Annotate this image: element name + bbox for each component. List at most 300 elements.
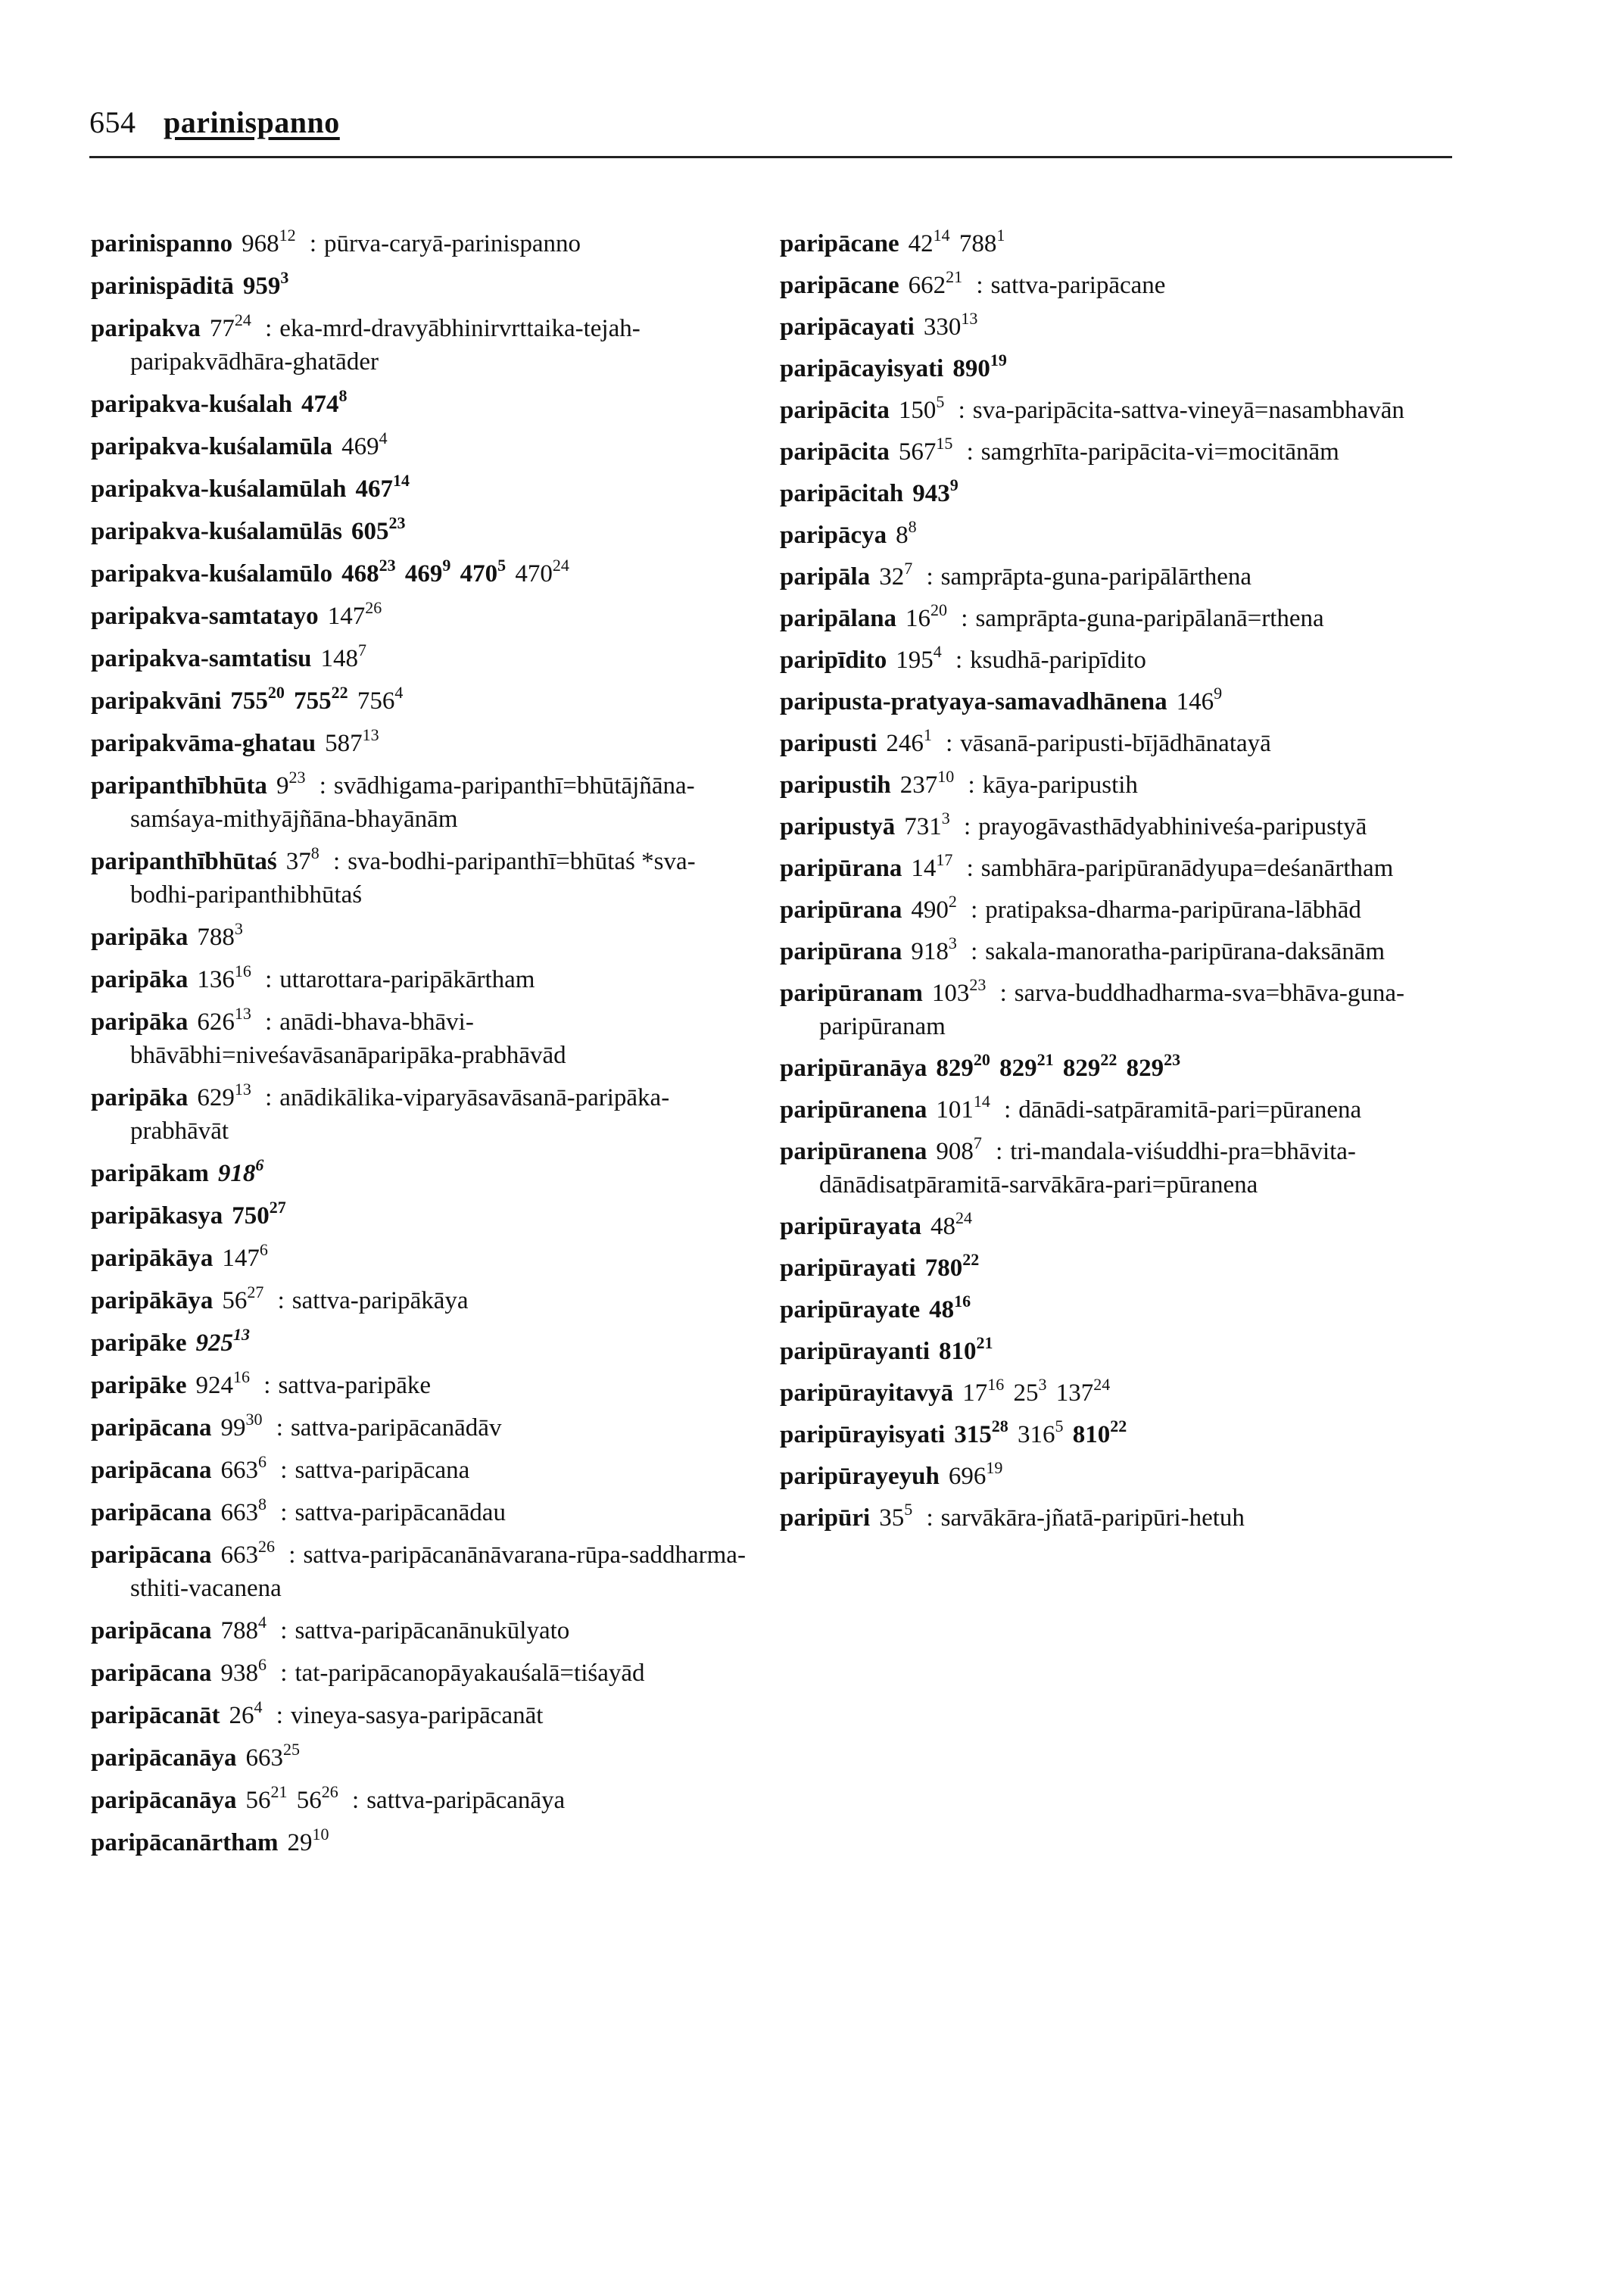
entry-reference: $316^5$ bbox=[1017, 1417, 1064, 1448]
reference-line: 13 bbox=[234, 1080, 251, 1099]
entry-reference: $195^4$ bbox=[896, 642, 942, 674]
reference-line: 6 bbox=[258, 1655, 267, 1674]
entry-reference: $246^1$ bbox=[886, 725, 932, 757]
index-entry bbox=[780, 1460, 1461, 1493]
entry-reference: $788^1$ bbox=[959, 226, 1005, 257]
reference-line: 26 bbox=[321, 1782, 338, 1801]
right-column bbox=[780, 227, 1461, 1535]
reference-line: 23 bbox=[1164, 1050, 1181, 1069]
reference-line: 24 bbox=[955, 1208, 973, 1227]
entry-separator: : bbox=[280, 1499, 288, 1526]
reference-line: 26 bbox=[258, 1537, 276, 1556]
index-entry bbox=[780, 1251, 1461, 1285]
entry-reference: $14^{17}$ bbox=[911, 850, 953, 882]
index-entry bbox=[780, 310, 1461, 344]
index-entry bbox=[91, 515, 757, 548]
entry-reference: $469^9$ bbox=[404, 556, 451, 588]
entry-reference: $146^9$ bbox=[1176, 684, 1223, 715]
entry-context: anādikālika-viparyāsavāsanā-paripāka-prabhāvāt bbox=[130, 1084, 670, 1145]
index-entry bbox=[91, 430, 757, 463]
reference-line: 17 bbox=[936, 850, 953, 869]
entry-headword: paripūri bbox=[780, 1504, 871, 1532]
entry-reference: $490^2$ bbox=[911, 892, 957, 924]
entry-reference: $696^{19}$ bbox=[948, 1458, 1003, 1490]
reference-line: 8 bbox=[908, 517, 917, 536]
entry-reference: $468^{23}$ bbox=[341, 556, 396, 588]
entry-headword: paripācayisyati bbox=[780, 355, 944, 382]
entry-headword: paripūrana bbox=[780, 896, 902, 924]
entry-headword: paripīdito bbox=[780, 647, 887, 674]
entry-context: sambhāra-paripūranādyupa=deśanārtham bbox=[980, 855, 1394, 882]
entry-context: samprāpta-guna-paripālanā=rthena bbox=[975, 605, 1324, 632]
entry-headword: paripācayati bbox=[780, 313, 915, 341]
entry-separator: : bbox=[926, 563, 934, 591]
entry-context: sattva-paripācanānāvarana-rūpa-saddharma-sthiti-vacanena bbox=[130, 1541, 746, 1602]
entry-reference: $148^7$ bbox=[320, 641, 367, 672]
reference-line: 28 bbox=[991, 1417, 1008, 1435]
reference-line: 9 bbox=[949, 475, 959, 494]
entry-reference: $829^{22}$ bbox=[1062, 1050, 1117, 1082]
index-entry bbox=[780, 852, 1461, 885]
entry-reference: $756^4$ bbox=[357, 683, 404, 715]
index-entry bbox=[780, 519, 1461, 552]
entry-headword: paripūranena bbox=[780, 1096, 927, 1124]
entry-context: sattva-paripācana bbox=[295, 1457, 470, 1484]
index-entry bbox=[91, 1826, 757, 1859]
reference-line: 23 bbox=[388, 513, 406, 532]
reference-line: 20 bbox=[973, 1050, 990, 1069]
index-entry bbox=[780, 394, 1461, 427]
entry-reference: $755^{20}$ bbox=[230, 683, 285, 715]
index-entry bbox=[91, 1699, 757, 1732]
index-entry bbox=[91, 642, 757, 675]
reference-line: 23 bbox=[379, 556, 396, 575]
index-entry bbox=[780, 269, 1461, 302]
reference-line: 7 bbox=[904, 559, 913, 578]
entry-headword: paripākam bbox=[91, 1160, 209, 1187]
index-entry bbox=[780, 810, 1461, 843]
entry-headword: paripācanāya bbox=[91, 1787, 237, 1814]
entry-context: uttarottara-paripākārtham bbox=[279, 966, 535, 993]
entry-headword: paripākasya bbox=[91, 1202, 223, 1230]
entry-headword: paripāke bbox=[91, 1372, 187, 1399]
index-entry bbox=[91, 769, 757, 836]
reference-line: 6 bbox=[259, 1240, 268, 1259]
entry-context: sattva-paripācanāya bbox=[366, 1787, 566, 1814]
entry-context: ksudhā-paripīdito bbox=[970, 647, 1146, 674]
reference-line: 20 bbox=[930, 600, 948, 619]
entry-separator: : bbox=[999, 980, 1007, 1007]
entry-context: sva-bodhi-paripanthī=bhūtaś *sva-bodhi-paripanthibhūtaś bbox=[130, 848, 696, 909]
index-entry bbox=[91, 727, 757, 760]
entry-headword: paripūrayisyati bbox=[780, 1421, 946, 1448]
entry-headword: paripūrana bbox=[780, 855, 902, 882]
entry-separator: : bbox=[926, 1504, 934, 1532]
entry-separator: : bbox=[352, 1787, 360, 1814]
index-entry bbox=[91, 684, 757, 718]
entry-reference: $567^{15}$ bbox=[898, 434, 953, 466]
entry-reference: $918^3$ bbox=[911, 933, 957, 965]
entry-reference: $25^3$ bbox=[1013, 1375, 1047, 1407]
entry-reference: $731^3$ bbox=[904, 809, 950, 840]
reference-line: 1 bbox=[996, 226, 1005, 245]
entry-headword: paripakva-kuśalamūla bbox=[91, 433, 333, 460]
entry-headword: paripācana bbox=[91, 1414, 212, 1442]
index-entry bbox=[780, 227, 1461, 260]
reference-line: 3 bbox=[948, 933, 957, 952]
entry-reference: $890^{19}$ bbox=[952, 351, 1007, 382]
entry-separator: : bbox=[1004, 1096, 1011, 1124]
reference-line: 13 bbox=[234, 1004, 251, 1023]
entry-separator: : bbox=[966, 855, 974, 882]
reference-line: 3 bbox=[280, 268, 289, 287]
index-entry bbox=[91, 1284, 757, 1317]
reference-line: 10 bbox=[312, 1825, 329, 1844]
entry-reference: $56^{21}$ bbox=[245, 1782, 288, 1814]
entry-reference: $48^{16}$ bbox=[929, 1292, 971, 1323]
entry-headword: paripācitah bbox=[780, 480, 904, 507]
entry-reference: $56^{26}$ bbox=[296, 1782, 338, 1814]
entry-reference: $150^5$ bbox=[898, 392, 945, 424]
entry-headword: paripakva-samtatayo bbox=[91, 603, 319, 630]
entry-reference: $470^{24}$ bbox=[515, 556, 569, 588]
entry-context: sarvākāra-jñatā-paripūri-hetuh bbox=[940, 1504, 1245, 1532]
entry-reference: $474^8$ bbox=[301, 386, 348, 418]
reference-line: 22 bbox=[1110, 1417, 1127, 1435]
index-entry bbox=[91, 1005, 757, 1072]
entry-reference: $16^{20}$ bbox=[906, 600, 948, 632]
index-entry bbox=[780, 935, 1461, 968]
entry-reference: $8^8$ bbox=[896, 517, 917, 549]
index-entry bbox=[91, 1369, 757, 1402]
entry-headword: paripācana bbox=[91, 1457, 212, 1484]
reference-line: 6 bbox=[258, 1452, 267, 1471]
entry-context: sattva-paripāke bbox=[278, 1372, 432, 1399]
entry-separator: : bbox=[976, 272, 983, 299]
index-entry bbox=[780, 1376, 1461, 1410]
reference-line: 4 bbox=[394, 683, 404, 702]
index-entry bbox=[91, 1411, 757, 1445]
entry-headword: paripācya bbox=[780, 522, 887, 549]
entry-reference: $48^{24}$ bbox=[930, 1208, 973, 1240]
index-entry bbox=[780, 768, 1461, 802]
entry-reference: $908^7$ bbox=[936, 1133, 982, 1165]
index-entry bbox=[91, 1326, 757, 1360]
entry-reference: $101^{14}$ bbox=[936, 1092, 990, 1124]
index-entry bbox=[91, 1199, 757, 1233]
index-entry bbox=[91, 1784, 757, 1817]
index-entry bbox=[780, 644, 1461, 677]
reference-line: 5 bbox=[936, 392, 945, 411]
reference-line: 8 bbox=[310, 843, 320, 862]
index-entry bbox=[91, 1454, 757, 1487]
entry-reference: $750^{27}$ bbox=[232, 1198, 286, 1230]
entry-headword: paripakva-kuśalah bbox=[91, 391, 292, 418]
reference-line: 19 bbox=[990, 351, 1007, 369]
entry-reference: $810^{21}$ bbox=[939, 1333, 993, 1365]
entry-headword: paripūrayate bbox=[780, 1296, 921, 1323]
entry-reference: $662^{21}$ bbox=[908, 267, 963, 299]
entry-headword: paripakvāma-ghatau bbox=[91, 730, 316, 757]
entry-headword: paripācane bbox=[780, 272, 899, 299]
reference-line: 21 bbox=[1036, 1050, 1054, 1069]
reference-line: 21 bbox=[270, 1782, 288, 1801]
entry-headword: parinispanno bbox=[91, 230, 233, 257]
entry-reference: $788^4$ bbox=[220, 1613, 267, 1644]
entry-context: samgrhīta-paripācita-vi=mocitānām bbox=[980, 438, 1339, 466]
reference-line: 14 bbox=[392, 471, 410, 490]
index-entry bbox=[91, 1081, 757, 1148]
reference-line: 16 bbox=[987, 1375, 1005, 1394]
index-entry bbox=[91, 845, 757, 912]
reference-line: 8 bbox=[338, 386, 348, 405]
reference-line: 4 bbox=[379, 429, 388, 447]
entry-context: svādhigama-paripanthī=bhūtājñāna-samśaya-mithyājñāna-bhayānām bbox=[130, 772, 695, 833]
reference-line: 22 bbox=[331, 683, 348, 702]
reference-line: 5 bbox=[497, 556, 507, 575]
index-entry bbox=[91, 1741, 757, 1775]
entry-separator: : bbox=[966, 438, 974, 466]
index-entry bbox=[91, 1614, 757, 1647]
entry-reference: $9^{23}$ bbox=[276, 768, 306, 799]
index-entry bbox=[780, 435, 1461, 469]
entry-separator: : bbox=[968, 771, 975, 799]
index-entry bbox=[780, 1093, 1461, 1127]
entry-reference: $467^{14}$ bbox=[355, 471, 410, 503]
entry-context: pūrva-caryā-parinispanno bbox=[324, 230, 581, 257]
entry-separator: : bbox=[277, 1287, 285, 1314]
entry-headword: paripācanāt bbox=[91, 1702, 220, 1729]
reference-line: 25 bbox=[283, 1740, 301, 1759]
index-entry bbox=[780, 1135, 1461, 1202]
entry-headword: paripācanāya bbox=[91, 1744, 237, 1772]
entry-reference: $663^{26}$ bbox=[220, 1537, 276, 1569]
entry-headword: paripūrayata bbox=[780, 1213, 922, 1240]
entry-context: kāya-paripustih bbox=[982, 771, 1138, 799]
entry-separator: : bbox=[280, 1660, 288, 1687]
entry-headword: paripakva-kuśalamūlās bbox=[91, 518, 342, 545]
entry-reference: $755^{22}$ bbox=[294, 683, 348, 715]
entry-reference: $147^{26}$ bbox=[327, 598, 382, 630]
entry-headword: paripālana bbox=[780, 605, 897, 632]
entry-reference: $315^{28}$ bbox=[954, 1417, 1008, 1448]
entry-headword: paripūranāya bbox=[780, 1055, 927, 1082]
entry-reference: $780^{22}$ bbox=[924, 1250, 980, 1282]
index-entry bbox=[780, 893, 1461, 927]
entry-headword: paripūrayitavyā bbox=[780, 1379, 954, 1407]
header-rule bbox=[89, 156, 1452, 158]
entry-separator: : bbox=[276, 1414, 283, 1442]
entry-reference: $810^{22}$ bbox=[1072, 1417, 1127, 1448]
entry-reference: $663^{25}$ bbox=[245, 1740, 301, 1772]
entry-reference: $943^9$ bbox=[912, 475, 959, 507]
entry-context: vāsanā-paripusti-bījādhānatayā bbox=[960, 730, 1271, 757]
entry-reference: $99^{30}$ bbox=[220, 1410, 263, 1442]
entry-reference: $35^5$ bbox=[879, 1500, 913, 1532]
reference-line: 16 bbox=[234, 962, 251, 980]
entry-separator: : bbox=[265, 966, 273, 993]
entry-separator: : bbox=[971, 938, 978, 965]
reference-line: 14 bbox=[933, 226, 950, 245]
index-entry bbox=[91, 921, 757, 954]
entry-reference: $938^6$ bbox=[220, 1655, 267, 1687]
index-entry bbox=[780, 977, 1461, 1043]
entry-reference: $56^{27}$ bbox=[222, 1283, 264, 1314]
entry-headword: paripakva-samtatisu bbox=[91, 645, 312, 672]
reference-line: 23 bbox=[288, 768, 306, 787]
entry-reference: $26^4$ bbox=[229, 1697, 263, 1729]
entry-reference: $37^8$ bbox=[285, 843, 320, 875]
entry-reference: $42^{14}$ bbox=[908, 226, 950, 257]
index-entry bbox=[91, 1496, 757, 1529]
entry-headword: paripakvāni bbox=[91, 687, 222, 715]
index-entry bbox=[780, 602, 1461, 635]
index-entry bbox=[91, 557, 757, 591]
entry-headword: paripāla bbox=[780, 563, 871, 591]
entry-reference: $237^{10}$ bbox=[899, 767, 955, 799]
entry-context: pratipaksa-dharma-paripūrana-lābhād bbox=[985, 896, 1361, 924]
entry-headword: paripanthībhūta bbox=[91, 772, 267, 799]
entry-separator: : bbox=[265, 315, 273, 342]
reference-line: 27 bbox=[269, 1198, 286, 1217]
index-entry bbox=[91, 1157, 757, 1190]
index-entry bbox=[780, 1335, 1461, 1368]
reference-line: 10 bbox=[937, 767, 955, 786]
entry-separator: : bbox=[265, 1084, 273, 1111]
entry-separator: : bbox=[971, 896, 978, 924]
entry-reference: $959^3$ bbox=[242, 268, 289, 300]
running-head-word: parinispanno bbox=[164, 105, 340, 139]
entry-context: sarva-buddhadharma-sva=bhāva-guna-paripūranam bbox=[819, 980, 1405, 1040]
index-entry bbox=[91, 227, 757, 260]
entry-headword: paripūrana bbox=[780, 938, 902, 965]
entry-headword: paripustih bbox=[780, 771, 891, 799]
reference-line: 23 bbox=[969, 975, 987, 994]
entry-context: sakala-manoratha-paripūrana-daksānām bbox=[985, 938, 1386, 965]
entry-reference: $968^{12}$ bbox=[242, 226, 296, 257]
index-entry bbox=[91, 1538, 757, 1605]
entry-headword: paripusti bbox=[780, 730, 877, 757]
entry-context: sattva-paripācanādau bbox=[295, 1499, 506, 1526]
reference-line: 9 bbox=[1214, 684, 1223, 703]
entry-context: sattva-paripācanādāv bbox=[290, 1414, 502, 1442]
entry-context: sva-paripācita-sattva-vineyā=nasambhavān bbox=[972, 397, 1404, 424]
index-entry bbox=[780, 560, 1461, 594]
index-entry bbox=[91, 1242, 757, 1275]
entry-context: tri-mandala-viśuddhi-pra=bhāvita-dānādisatpāramitā-sarvākāra-pari=pūranena bbox=[819, 1138, 1356, 1198]
entry-headword: paripāka bbox=[91, 1084, 189, 1111]
index-entry bbox=[780, 1052, 1461, 1085]
reference-line: 12 bbox=[279, 226, 296, 245]
reference-line: 15 bbox=[936, 434, 953, 453]
reference-line: 4 bbox=[254, 1697, 263, 1716]
index-entry bbox=[91, 472, 757, 506]
entry-headword: paripācane bbox=[780, 230, 899, 257]
reference-line: 13 bbox=[362, 725, 379, 744]
entry-separator: : bbox=[963, 813, 971, 840]
reference-line: 22 bbox=[962, 1250, 980, 1269]
reference-line: 5 bbox=[1055, 1417, 1064, 1435]
index-entry bbox=[780, 352, 1461, 385]
entry-headword: paripakva bbox=[91, 315, 201, 342]
entry-headword: parinispāditā bbox=[91, 273, 234, 300]
reference-line: 7 bbox=[973, 1133, 982, 1152]
entry-context: vineya-sasya-paripācanāt bbox=[290, 1702, 544, 1729]
reference-line: 3 bbox=[1038, 1375, 1047, 1394]
entry-separator: : bbox=[263, 1372, 271, 1399]
entry-headword: paripāka bbox=[91, 924, 189, 951]
reference-line: 26 bbox=[365, 598, 382, 617]
entry-separator: : bbox=[958, 397, 965, 424]
reference-line: 16 bbox=[233, 1367, 251, 1386]
entry-headword: paripūranena bbox=[780, 1138, 927, 1165]
reference-line: 3 bbox=[941, 809, 950, 828]
entry-context: dānādi-satpāramitā-pari=pūranena bbox=[1018, 1096, 1362, 1124]
reference-line: 21 bbox=[976, 1333, 993, 1352]
index-entry bbox=[780, 477, 1461, 510]
entry-headword: paripācita bbox=[780, 438, 890, 466]
entry-headword: paripācana bbox=[91, 1617, 212, 1644]
index-entry bbox=[780, 1210, 1461, 1243]
entry-separator: : bbox=[946, 730, 953, 757]
index-entry bbox=[91, 1657, 757, 1690]
reference-line: 19 bbox=[986, 1458, 1003, 1477]
reference-line: 20 bbox=[267, 683, 285, 702]
entry-reference: $605^{23}$ bbox=[351, 513, 406, 545]
reference-line: 22 bbox=[1100, 1050, 1117, 1069]
entry-reference: $587^{13}$ bbox=[325, 725, 379, 757]
entry-headword: paripāka bbox=[91, 1008, 189, 1036]
entry-headword: paripūranam bbox=[780, 980, 923, 1007]
reference-line: 5 bbox=[904, 1500, 913, 1519]
entry-context: samprāpta-guna-paripālārthena bbox=[940, 563, 1252, 591]
entry-headword: paripustyā bbox=[780, 813, 896, 840]
entry-reference: $147^6$ bbox=[222, 1240, 268, 1272]
entry-context: anādi-bhava-bhāvi-bhāvābhi=niveśavāsanāparipāka-prabhāvād bbox=[130, 1008, 566, 1069]
reference-line: 13 bbox=[233, 1325, 251, 1344]
entry-reference: $829^{20}$ bbox=[936, 1050, 990, 1082]
index-entry bbox=[91, 312, 757, 379]
reference-line: 30 bbox=[245, 1410, 263, 1429]
entry-reference: $103^{23}$ bbox=[931, 975, 987, 1007]
reference-line: 24 bbox=[1093, 1375, 1111, 1394]
entry-headword: paripācanārtham bbox=[91, 1829, 279, 1856]
index-entry bbox=[780, 1418, 1461, 1451]
entry-reference: $663^8$ bbox=[220, 1495, 267, 1526]
entry-separator: : bbox=[333, 848, 341, 875]
entry-reference: $925^{13}$ bbox=[195, 1325, 251, 1357]
entry-separator: : bbox=[265, 1008, 273, 1036]
entry-reference: $17^{16}$ bbox=[962, 1375, 1005, 1407]
index-entry bbox=[780, 1501, 1461, 1535]
reference-line: 9 bbox=[442, 556, 451, 575]
left-column bbox=[91, 227, 757, 1859]
entry-reference: $29^{10}$ bbox=[287, 1825, 329, 1856]
entry-separator: : bbox=[961, 605, 968, 632]
entry-reference: $77^{24}$ bbox=[209, 310, 251, 342]
entry-reference: $918^6$ bbox=[217, 1155, 264, 1187]
page-number: 654 bbox=[89, 105, 136, 139]
reference-line: 4 bbox=[933, 642, 942, 661]
entry-reference: $136^{16}$ bbox=[197, 962, 251, 993]
entry-context: sattva-paripācanānukūlyato bbox=[295, 1617, 570, 1644]
entry-headword: paripācana bbox=[91, 1660, 212, 1687]
entry-separator: : bbox=[996, 1138, 1003, 1165]
entry-headword: paripāke bbox=[91, 1329, 187, 1357]
reference-line: 24 bbox=[552, 556, 569, 575]
entry-headword: paripūrayati bbox=[780, 1255, 916, 1282]
reference-line: 16 bbox=[954, 1292, 971, 1311]
